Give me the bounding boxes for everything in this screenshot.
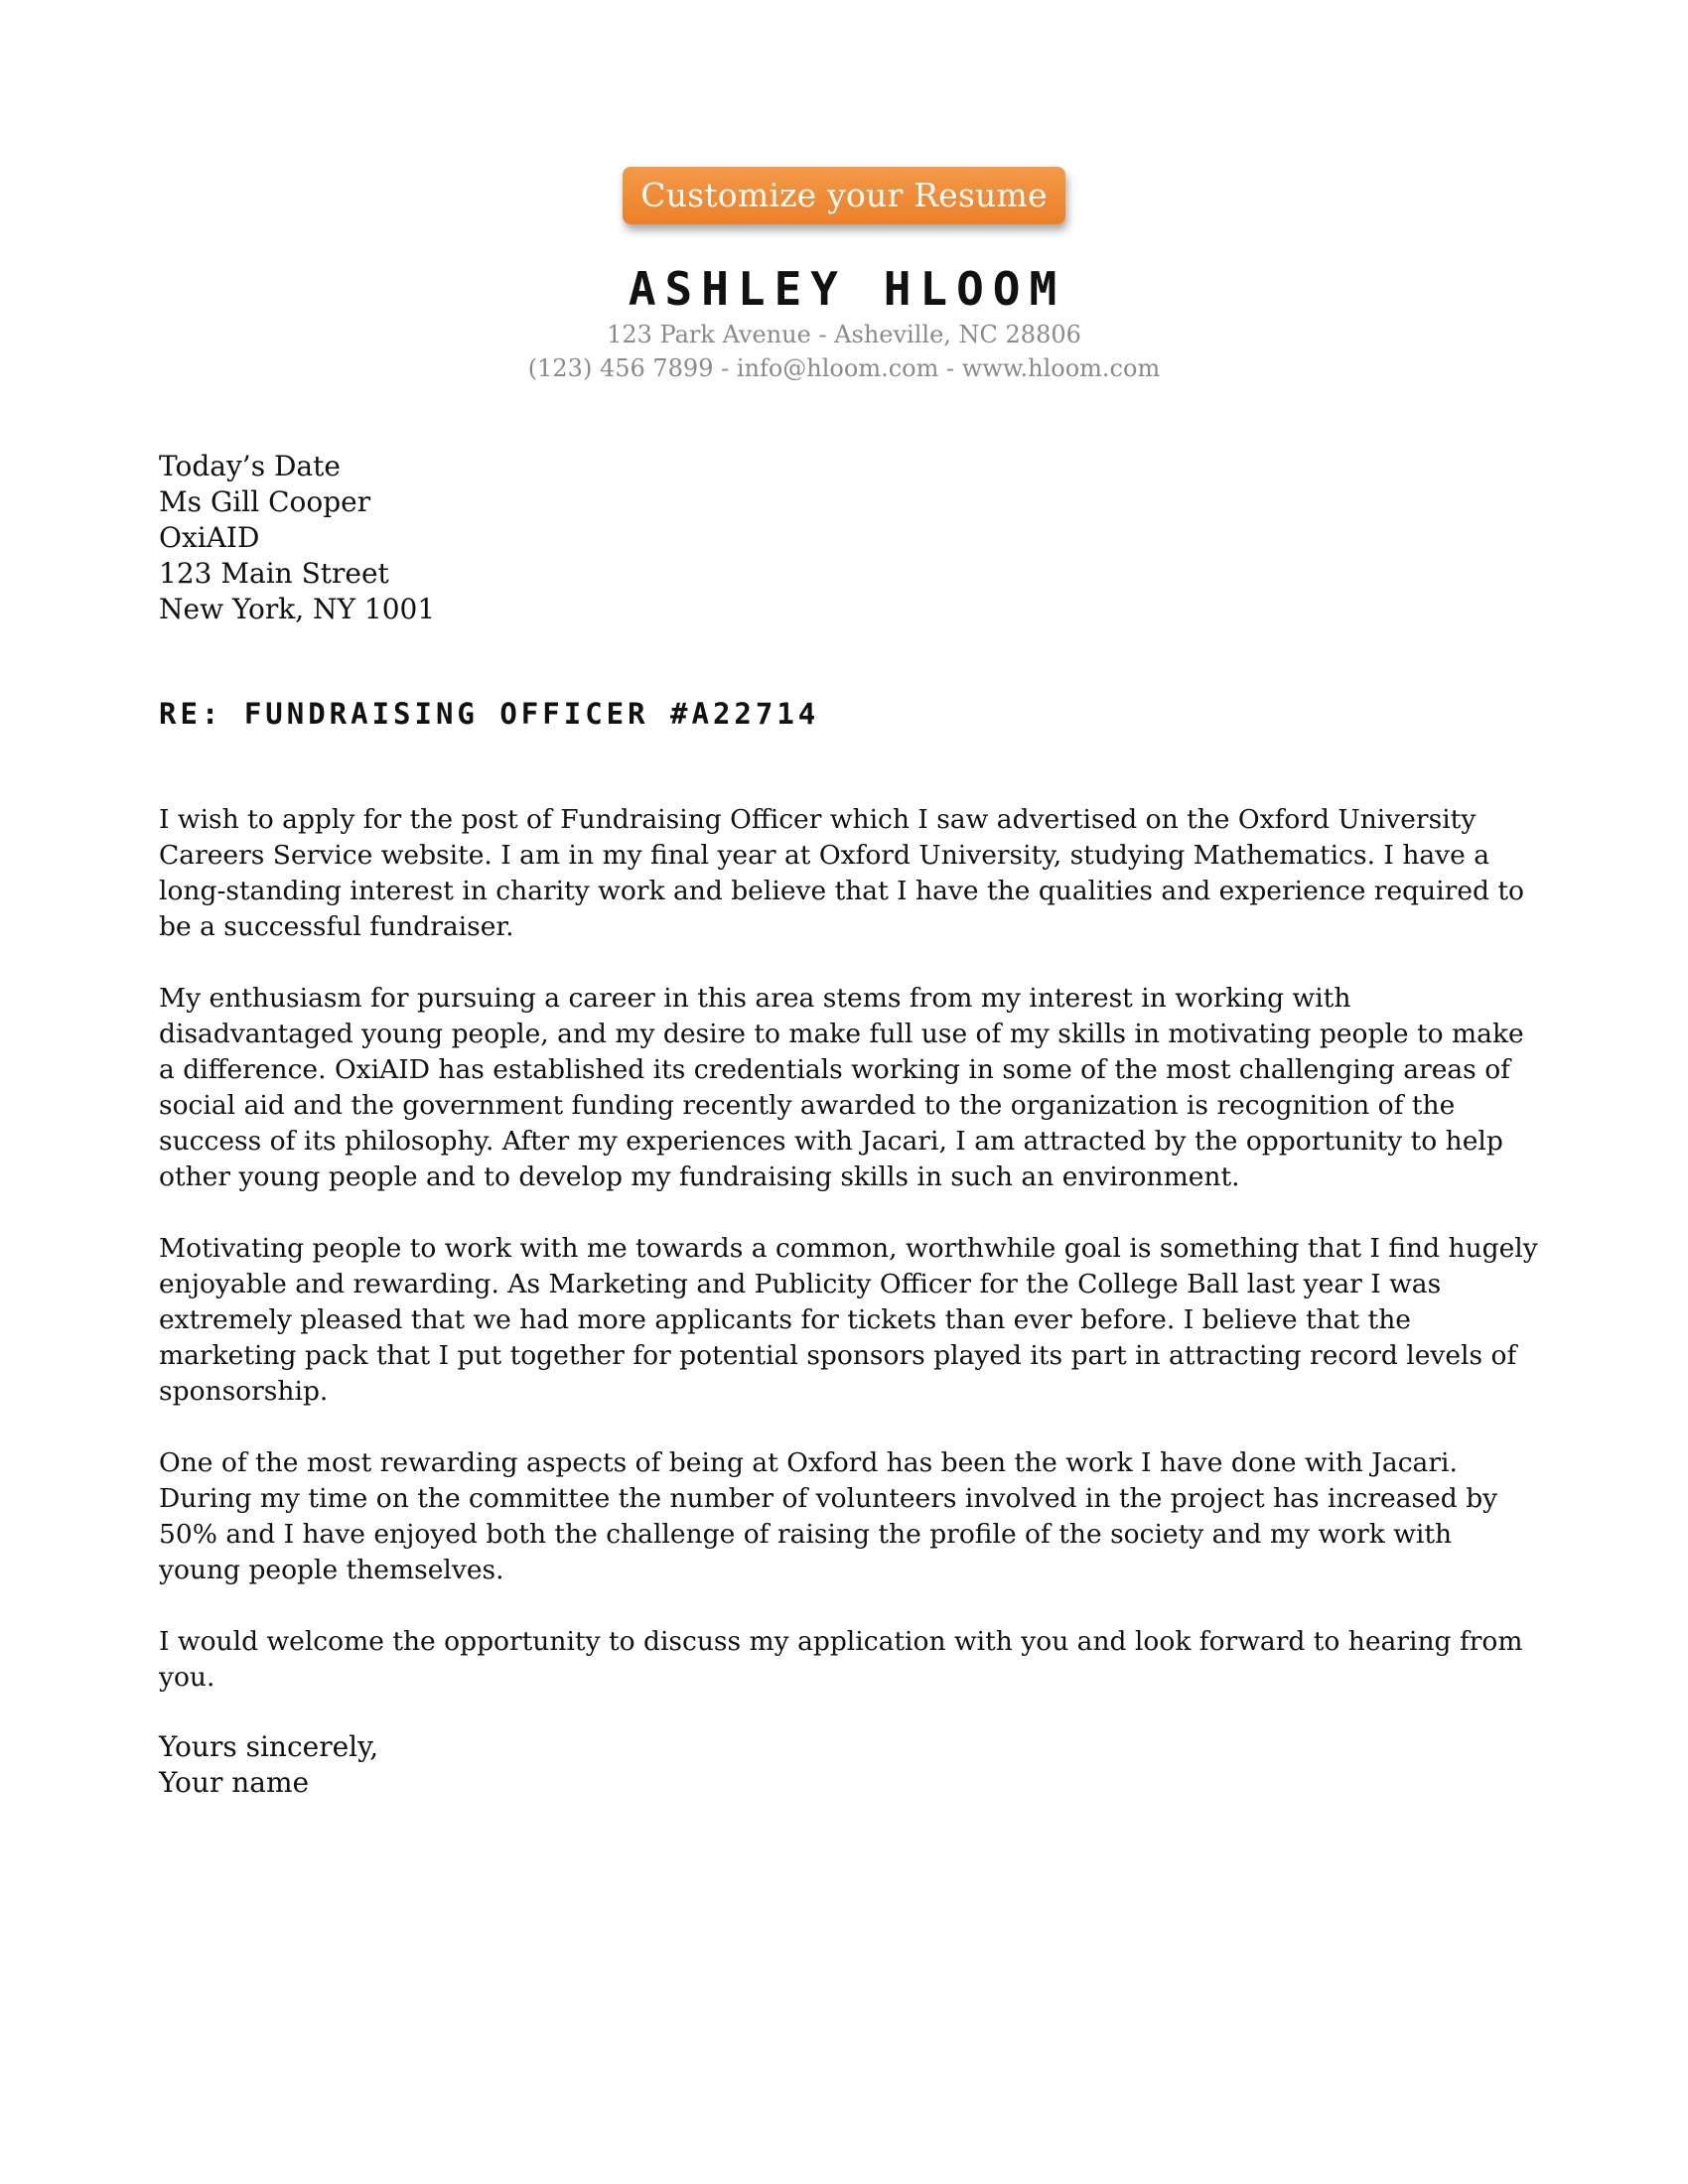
- recipient-street: 123 Main Street: [159, 557, 389, 590]
- customize-resume-button[interactable]: Customize your Resume: [623, 167, 1065, 224]
- closing-salutation: Yours sincerely,: [159, 1730, 379, 1763]
- recipient-name: Ms Gill Cooper: [159, 485, 371, 518]
- body-paragraph: One of the most rewarding aspects of being at Oxford has been the work I have done with Jacari. During my time on the committee the number of volunteers involved in the project has increased by 50% and I have enjoyed both the challenge of raising the profile of the society and my work with young people themselves.: [159, 1447, 1498, 1585]
- body-paragraph: My enthusiasm for pursuing a career in this area stems from my interest in working with disadvantaged young people, and my desire to make full use of my skills in motivating people to make a difference. OxiAID has established its credentials working in some of the most challenging areas of social aid and the government funding recently awarded to the organization is recognition of the success of its philosophy. After my experiences with Jacari, I am attracted by the opportunity to help other young people and to develop my fundraising skills in such an environment.: [159, 983, 1524, 1192]
- applicant-name: ASHLEY HLOOM: [628, 262, 1066, 316]
- address-line: 123 Park Avenue - Asheville, NC 28806: [607, 321, 1081, 348]
- body-paragraph: I would welcome the opportunity to discuss my application with you and look forward to hearing from you.: [159, 1626, 1523, 1693]
- recipient-city: New York, NY 1001: [159, 593, 436, 625]
- recipient-block: [159, 449, 435, 627]
- recipient-organization: OxiAID: [159, 521, 260, 554]
- letter-header: [0, 260, 1688, 385]
- letter-body: [159, 802, 1539, 1731]
- signature-name: Your name: [159, 1766, 310, 1799]
- body-paragraph: Motivating people to work with me towards a common, worthwhile goal is something that I find hugely enjoyable and rewarding. As Marketing and Publicity Officer for the College Ball last year I was extremely pleased that we had more applicants for tickets than ever before. I believe that the marketing pack that I put together for potential sponsors played its part in attracting record levels of sponsorship.: [159, 1233, 1538, 1407]
- letter-date: Today’s Date: [159, 450, 341, 482]
- body-paragraph: I wish to apply for the post of Fundraising Officer which I saw advertised on the Oxford University Careers Service website. I am in my final year at Oxford University, studying Mathematics. I have a long-standing interest in charity work and believe that I have the qualities and experience required to be a successful fundraiser.: [159, 804, 1524, 942]
- subject-line: RE: FUNDRAISING OFFICER #A22714: [159, 697, 820, 731]
- contact-line: (123) 456 7899 - info@hloom.com - www.hloom.com: [527, 354, 1161, 382]
- closing-block: [159, 1729, 378, 1801]
- cta-container: [0, 167, 1688, 224]
